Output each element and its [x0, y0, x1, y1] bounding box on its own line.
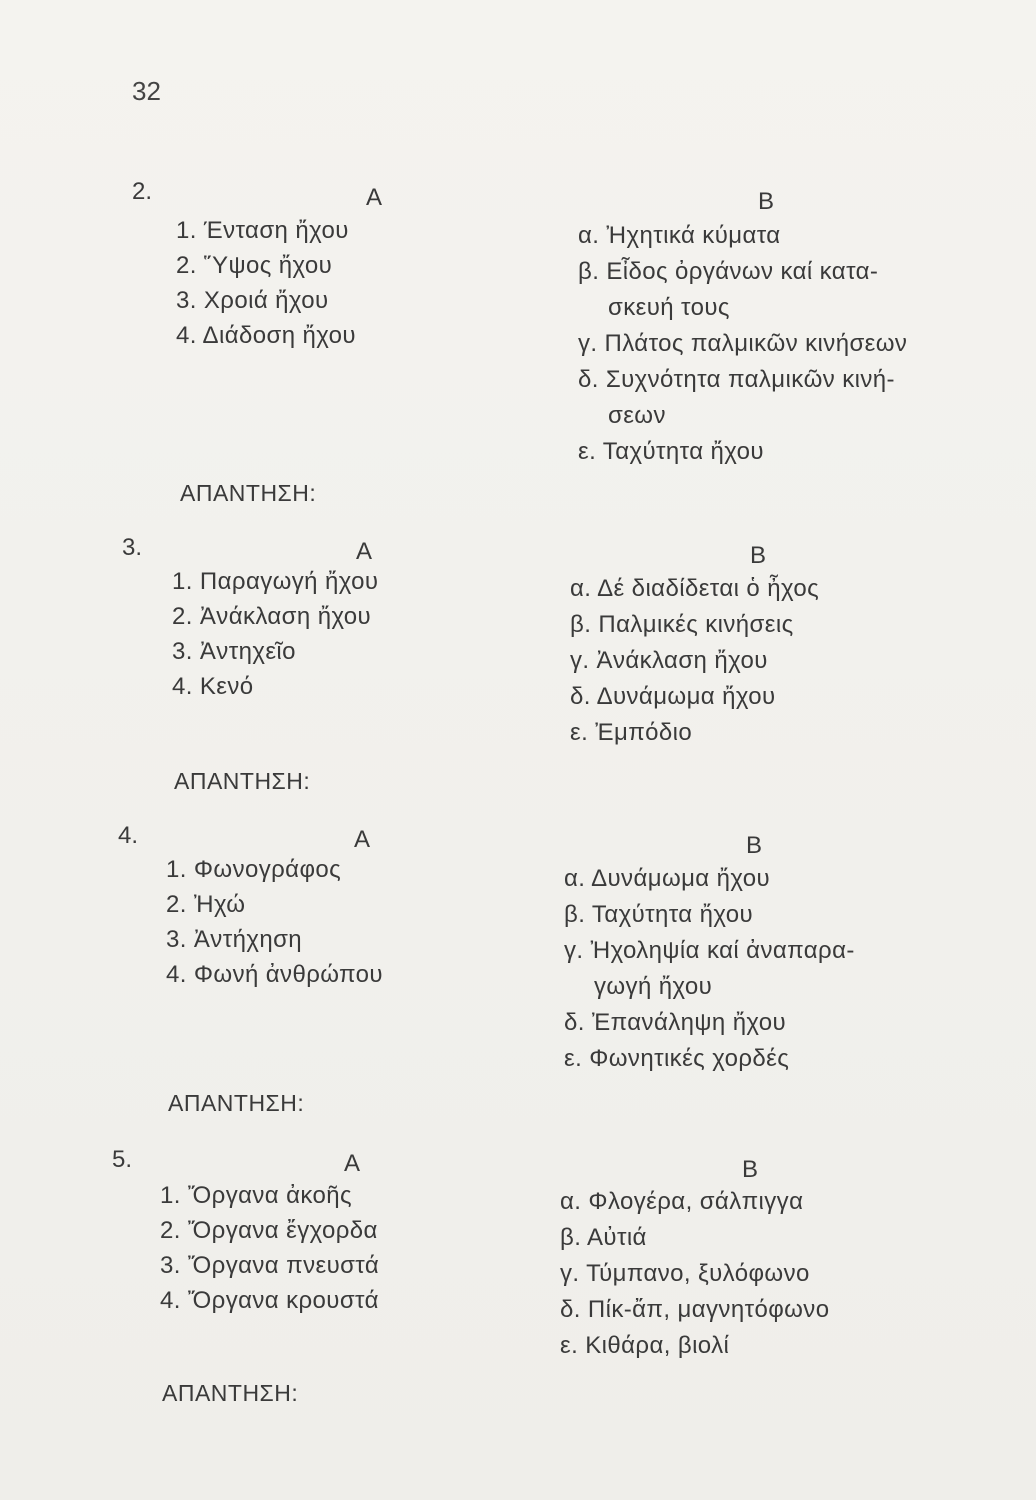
list-item: γ. Ἠχοληψία καί ἀναπαρα-	[564, 937, 855, 964]
column-a-heading: Α	[356, 538, 373, 565]
list-item: σκευή τους	[608, 294, 730, 321]
column-b-list	[570, 571, 819, 751]
list-item: ε. Κιθάρα, βιολί	[560, 1332, 730, 1359]
exercise-number: 3.	[122, 534, 143, 561]
column-a-list	[172, 564, 378, 704]
list-item: γωγή ἤχου	[594, 973, 713, 1000]
list-item: 2. Ὄργανα ἔγχορδα	[160, 1217, 378, 1244]
list-item: 4. Ὄργανα κρουστά	[160, 1287, 379, 1314]
list-item: 3. Ὄργανα πνευστά	[160, 1252, 380, 1279]
list-item: 3. Ἀντηχεῖο	[172, 638, 296, 665]
list-item: 1. Παραγωγή ἤχου	[172, 568, 379, 595]
column-a-list	[160, 1178, 379, 1318]
list-item: α. Φλογέρα, σάλπιγγα	[560, 1188, 804, 1215]
list-item: δ. Ἐπανάληψη ἤχου	[564, 1009, 787, 1036]
list-item: β. Ταχύτητα ἤχου	[564, 901, 754, 928]
list-item: 1. Ένταση ἤχου	[176, 217, 349, 244]
list-item: ε. Ἐμπόδιο	[570, 719, 693, 746]
column-a-list	[176, 213, 356, 353]
list-item: γ. Ἀνάκλαση ἤχου	[570, 647, 768, 674]
list-item: δ. Πίκ-ἄπ, μαγνητόφωνο	[560, 1296, 830, 1323]
page-number: 32	[132, 76, 161, 106]
exercise-number: 5.	[112, 1146, 133, 1173]
column-b-list	[564, 861, 855, 1077]
list-item: β. Εἶδος ὀργάνων καί κατα-	[578, 258, 879, 285]
answer-label: ΑΠΑΝΤΗΣΗ:	[174, 768, 311, 794]
list-item: δ. Συχνότητα παλμικῶν κινή-	[578, 366, 895, 393]
list-item: β. Αὐτιά	[560, 1224, 647, 1251]
list-item: α. Δέ διαδίδεται ὁ ἦχος	[570, 575, 820, 602]
list-item: β. Παλμικές κινήσεις	[570, 611, 794, 638]
list-item: 1. Ὄργανα ἀκοῆς	[160, 1182, 352, 1209]
list-item: γ. Πλάτος παλμικῶν κινήσεων	[578, 330, 908, 357]
column-b-heading: Β	[742, 1156, 759, 1183]
answer-label: ΑΠΑΝΤΗΣΗ:	[168, 1090, 305, 1116]
column-a-heading: Α	[354, 826, 371, 853]
list-item: ε. Ταχύτητα ἤχου	[578, 438, 764, 465]
column-b-list	[578, 218, 907, 470]
column-b-heading: Β	[746, 832, 763, 859]
answer-label: ΑΠΑΝΤΗΣΗ:	[180, 480, 317, 506]
column-a-list	[166, 852, 383, 992]
column-b-heading: Β	[750, 542, 767, 569]
column-b-list	[560, 1184, 829, 1364]
list-item: σεων	[608, 402, 666, 429]
column-a-heading: Α	[344, 1150, 361, 1177]
column-b-heading: Β	[758, 188, 775, 215]
list-item: 4. Φωνή ἀνθρώπου	[166, 961, 383, 988]
list-item: α. Ἠχητικά κύματα	[578, 222, 781, 249]
list-item: 2. Ἠχώ	[166, 891, 246, 918]
list-item: α. Δυνάμωμα ἤχου	[564, 865, 771, 892]
list-item: 3. Ἀντήχηση	[166, 926, 303, 953]
answer-label: ΑΠΑΝΤΗΣΗ:	[162, 1380, 299, 1406]
list-item: 4. Κενό	[172, 673, 254, 700]
exercise-number: 2.	[132, 178, 153, 205]
list-item: γ. Τύμπανο, ξυλόφωνο	[560, 1260, 810, 1287]
exercise-number: 4.	[118, 822, 139, 849]
list-item: 2. Ὕψος ἤχου	[176, 252, 333, 279]
list-item: 2. Ἀνάκλαση ἤχου	[172, 603, 372, 630]
list-item: 3. Χροιά ἤχου	[176, 287, 329, 314]
list-item: 4. Διάδοση ἤχου	[176, 322, 356, 349]
list-item: ε. Φωνητικές χορδές	[564, 1045, 790, 1072]
list-item: 1. Φωνογράφος	[166, 856, 342, 883]
list-item: δ. Δυνάμωμα ἤχου	[570, 683, 776, 710]
column-a-heading: Α	[366, 184, 383, 211]
